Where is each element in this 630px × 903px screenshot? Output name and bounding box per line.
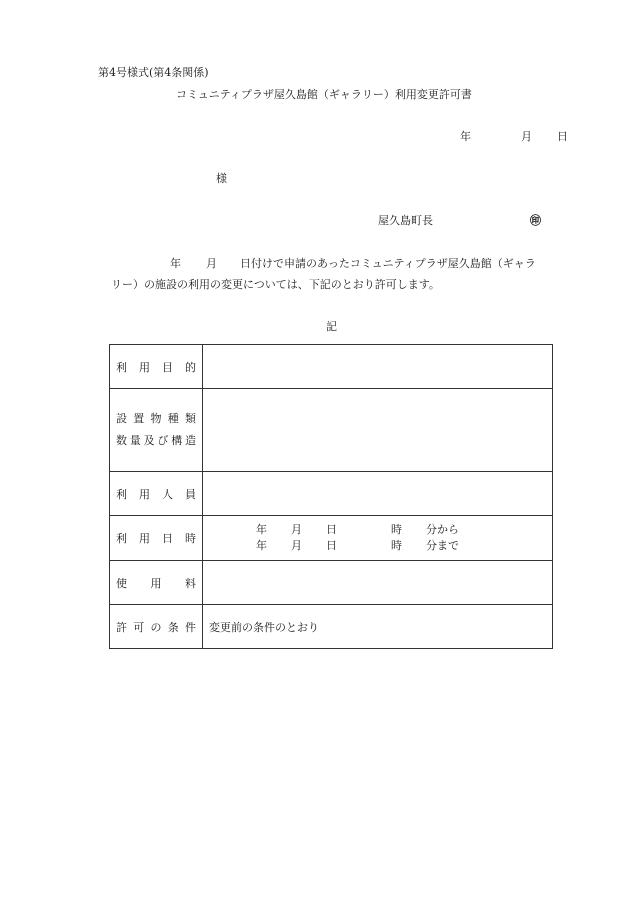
date-day: 日	[557, 130, 568, 143]
body-text-line2: リー）の施設の利用の変更については、下記のとおり許可します。	[111, 278, 440, 291]
row-users	[110, 472, 553, 516]
value-facility[interactable]	[203, 389, 553, 472]
document-title: コミュニティプラザ屋久島館（ギャラリー）利用変更許可書	[176, 88, 472, 101]
datetime-from: 年 月 日 時 分から	[256, 523, 459, 536]
body-text-line1	[170, 257, 536, 271]
issue-date	[460, 130, 568, 144]
body-month: 月	[206, 257, 217, 270]
value-purpose[interactable]	[203, 345, 553, 389]
recipient-suffix: 様	[216, 172, 227, 185]
value-datetime[interactable]	[203, 516, 553, 561]
date-year: 年	[460, 130, 471, 143]
datetime-to: 年 月 日 時 分まで	[256, 539, 459, 552]
label-users: 利 用 人 員	[110, 472, 203, 516]
value-users[interactable]	[203, 472, 553, 516]
label-fee: 使 用 料	[110, 561, 203, 605]
label-facility: 設 置 物 種 類 数 量 及 び 構 造	[110, 389, 203, 472]
row-conditions	[110, 605, 553, 649]
date-month: 月	[521, 130, 532, 143]
body-rest: 日付けで申請のあったコミュニティプラザ屋久島館（ギャラ	[240, 257, 536, 270]
permit-details-table	[109, 344, 553, 649]
value-fee[interactable]	[203, 561, 553, 605]
row-datetime	[110, 516, 553, 561]
label-datetime: 利 用 日 時	[110, 516, 203, 561]
label-purpose	[110, 345, 203, 389]
value-conditions[interactable]: 変更前の条件のとおり	[203, 605, 553, 649]
ki-heading: 記	[326, 320, 337, 333]
form-number: 第4号様式(第4条関係)	[98, 66, 209, 79]
label-purpose-text: 利 用 目 的	[116, 360, 196, 374]
label-conditions: 許 可 の 条 件	[110, 605, 203, 649]
body-year: 年	[170, 257, 181, 270]
row-facility	[110, 389, 553, 472]
issuer-name: 屋久島町長	[378, 214, 433, 227]
row-fee	[110, 561, 553, 605]
row-purpose	[110, 345, 553, 389]
seal-mark: ㊞	[530, 214, 541, 227]
